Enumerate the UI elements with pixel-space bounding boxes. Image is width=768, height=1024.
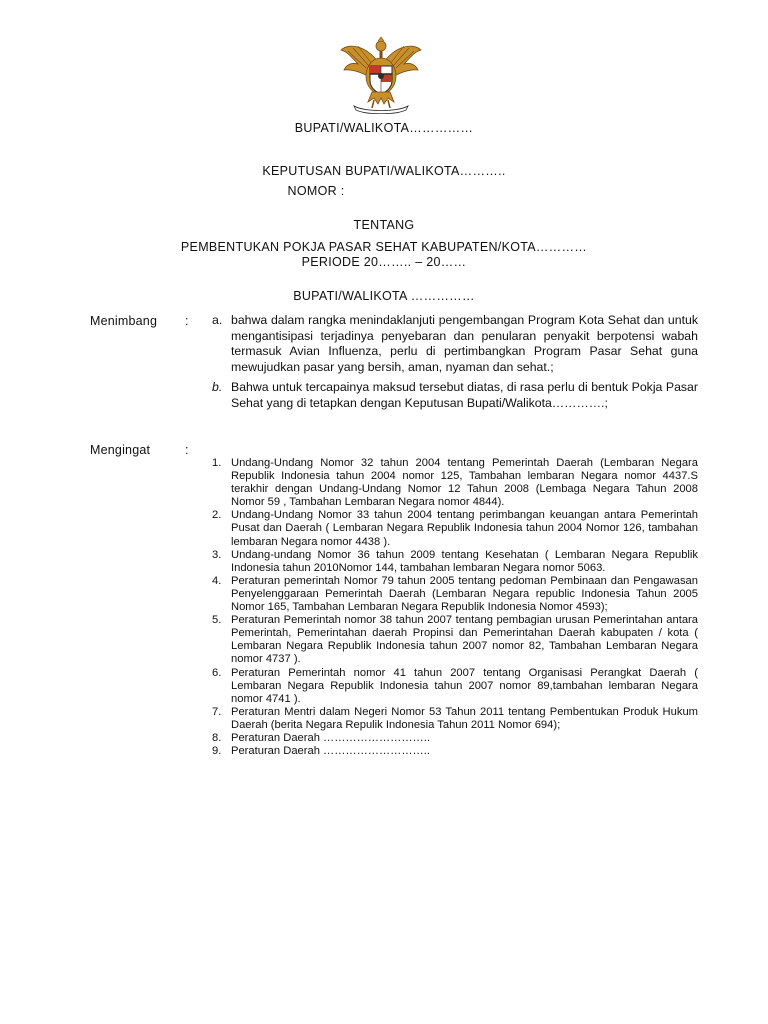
menimbang-item (212, 380, 698, 411)
mengingat-label: Mengingat (90, 443, 151, 457)
garuda-emblem-icon (338, 36, 424, 114)
mengingat-item-number: 9. (212, 745, 222, 758)
decree-subject: PEMBENTUKAN POKJA PASAR SEHAT KABUPATEN/KOTA………… (180, 240, 588, 254)
decree-period: PERIODE 20…….. – 20…… (301, 255, 467, 269)
mengingat-item-number: 7. (212, 705, 222, 718)
mengingat-item-number: 4. (212, 574, 222, 587)
mengingat-item-text: Undang-Undang Nomor 33 tahun 2004 tentang perimbangan keuangan antara Pemerintah Pusat dan Daerah ( Lembaran Negara Republik Indonesia tahun 2004 Nomor 126, tambahan lembaran Negara nomor 4438 ). (231, 509, 698, 548)
menimbang-item (212, 313, 698, 375)
mengingat-item (212, 509, 698, 548)
mengingat-item (212, 457, 698, 509)
mengingat-item (212, 575, 698, 614)
mengingat-item-number: 8. (212, 731, 222, 744)
header-official-title: BUPATI/WALIKOTA…………… (294, 121, 474, 135)
mengingat-item (212, 732, 698, 745)
tentang-heading: TENTANG (353, 218, 415, 232)
decree-title: KEPUTUSAN BUPATI/WALIKOTA……….. (262, 164, 506, 178)
mengingat-item-number: 5. (212, 614, 222, 627)
mengingat-item (212, 614, 698, 666)
menimbang-item-text: Bahwa untuk tercapainya maksud tersebut diatas, di rasa perlu di bentuk Pokja Pasar Sehat yang di tetapkan dengan Keputusan Bupati/Walikota………….; (231, 380, 698, 410)
mengingat-item-text: Peraturan Mentri dalam Negeri Nomor 53 Tahun 2011 tentang Pembentukan Produk Hukum Daerah (berita Negara Repulik Indonesia Tahun 2011 Nomor 694); (231, 705, 698, 731)
mengingat-item-text: Undang-undang Nomor 36 tahun 2009 tentang Kesehatan ( Lembaran Negara Republik Indonesia tahun 2010Nomor 144, tambahan lembaran Negara nomor 5063. (231, 548, 698, 574)
mengingat-item-text: Undang-Undang Nomor 32 tahun 2004 tentang Pemerintah Daerah (Lembaran Negara Republik Indonesia tahun 2004 nomor 125, Tambahan lembaran Negara nomor 4437.S terakhir dengan Undang-Undang Nomor 12 Tahun 2008 (Lembaga Negara Tahun 2008 Nomor 59 , Tambahan Lembaran Negara nomor 4844). (231, 457, 698, 509)
decree-number: NOMOR : (287, 184, 345, 198)
menimbang-colon: : (185, 314, 189, 328)
mengingat-item-text: Peraturan Daerah ……………………….. (231, 731, 430, 744)
mengingat-colon: : (185, 443, 189, 457)
menimbang-label: Menimbang (90, 314, 158, 328)
issuing-official: BUPATI/WALIKOTA …………… (293, 289, 475, 303)
menimbang-item-mark: a. (212, 313, 223, 327)
menimbang-item-mark: b. (212, 380, 223, 395)
mengingat-item-text: Peraturan Daerah ……………………….. (231, 745, 430, 758)
mengingat-list (212, 457, 698, 758)
mengingat-item (212, 706, 698, 732)
menimbang-list (212, 313, 698, 417)
mengingat-item-number: 3. (212, 548, 222, 561)
menimbang-item-text: bahwa dalam rangka menindaklanjuti pengembangan Program Kota Sehat dan untuk mengantisipasi terjadinya penyebaran dan penularan penyakit berpotensi wabah termasuk Avian Influenza, perlu di pertimbangkan Program Pasar Sehat guna mewujudkan pasar yang bersih, aman, nyaman dan sehat.; (231, 313, 698, 374)
mengingat-item-number: 1. (212, 457, 222, 469)
mengingat-item-text: Peraturan Pemerintah nomor 41 tahun 2007 tentang Organisasi Perangkat Daerah ( Lembaran Negara Republik Indonesia tahun 2007 nomor 89,tambahan lembaran Negara nomor 4741 ). (231, 666, 698, 705)
mengingat-item-text: Peraturan pemerintah Nomor 79 tahun 2005 tentang pedoman Pembinaan dan Pengawasan Penyelenggaraan Pemerintah Daerah (Lembaran Negara republic Indonesia Tahun 2005 Nomor 165, Tambahan Lembaran Negara Republik Indonesia Nomor 4593); (231, 574, 698, 614)
mengingat-item-text: Peraturan Pemerintah nomor 38 tahun 2007 tentang pembagian urusan Pemerintahan antara Pemerintah, Pemerintahan daerah Propinsi dan Pemerintahan Daerah kabupaten / kota ( Lembaran Negara Republik Indonesia tahun 2007 nomor 82, Tambahan Lembaran Negara nomor 4737 ). (231, 614, 698, 666)
mengingat-item (212, 745, 698, 758)
mengingat-item (212, 667, 698, 706)
mengingat-item (212, 549, 698, 575)
mengingat-item-number: 2. (212, 509, 222, 522)
mengingat-item-number: 6. (212, 666, 222, 679)
